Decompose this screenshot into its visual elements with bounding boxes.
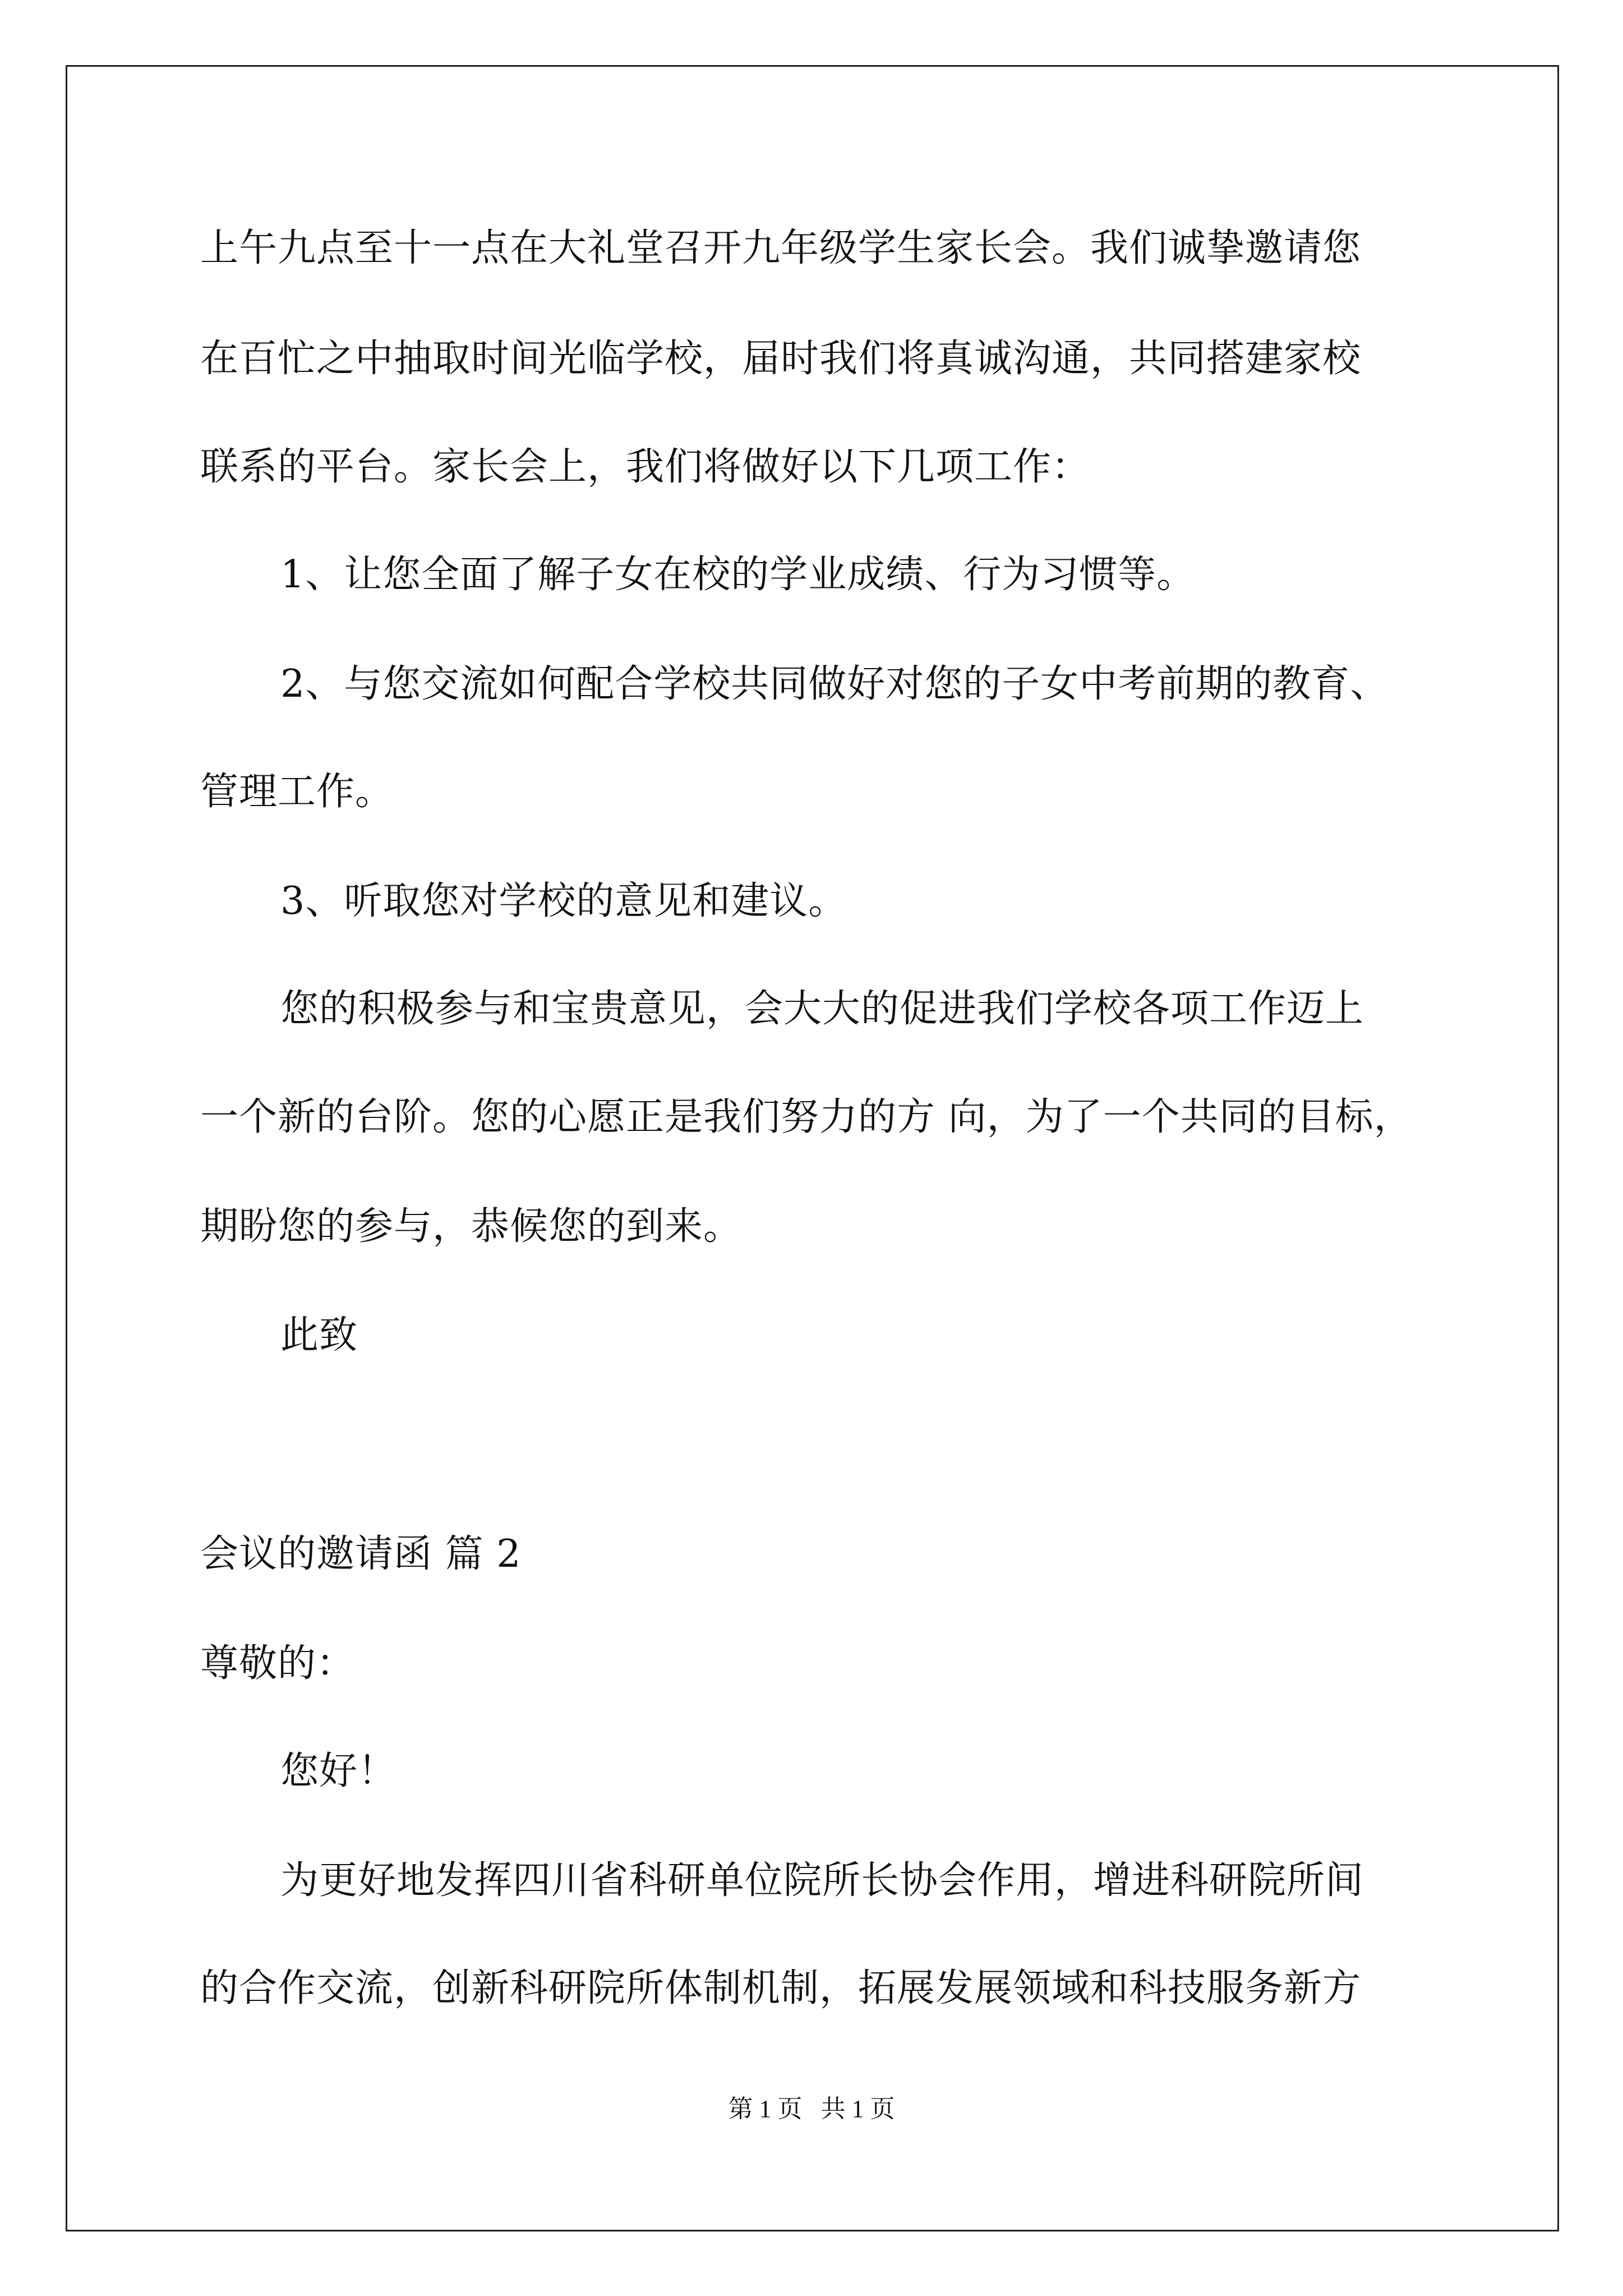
paragraph-line: 管理工作。 [200, 770, 394, 814]
closing-line: 此致 [280, 1313, 358, 1358]
list-item: 1、让您全面了解子女在校的学业成绩、行为习惯等。 [280, 553, 1196, 597]
paragraph-line: 一个新的台阶。您的心愿正是我们努力的方 向，为了一个共同的目标， [200, 1095, 1413, 1139]
paragraph-line: 在百忙之中抽取时间光临学校，届时我们将真诚沟通，共同搭建家校 [200, 337, 1362, 381]
page-number-footer: 第 1 页 共 1 页 [728, 2095, 895, 2123]
page-border [66, 65, 1559, 2231]
paragraph-line: 为更好地发挥四川省科研单位院所长协会作用，增进科研院所间 [280, 1858, 1364, 1903]
salutation: 尊敬的： [200, 1641, 356, 1686]
paragraph-line: 的合作交流，创新科研院所体制机制，拓展发展领域和科技服务新方 [200, 1966, 1362, 2010]
paragraph-line: 期盼您的参与，恭候您的到来。 [200, 1204, 743, 1249]
greeting: 您好！ [280, 1749, 397, 1793]
section-heading: 会议的邀请函 篇 2 [200, 1532, 522, 1576]
paragraph-line: 上午九点至十一点在大礼堂召开九年级学生家长会。我们诚挚邀请您 [200, 226, 1362, 270]
list-item: 2、与您交流如何配合学校共同做好对您的子女中考前期的教育、 [280, 662, 1389, 706]
list-item: 3、听取您对学校的意见和建议。 [280, 879, 847, 923]
paragraph-line: 您的积极参与和宝贵意见，会大大的促进我们学校各项工作迈上 [280, 987, 1364, 1031]
paragraph-line: 联系的平台。家长会上，我们将做好以下几项工作： [200, 445, 1091, 489]
